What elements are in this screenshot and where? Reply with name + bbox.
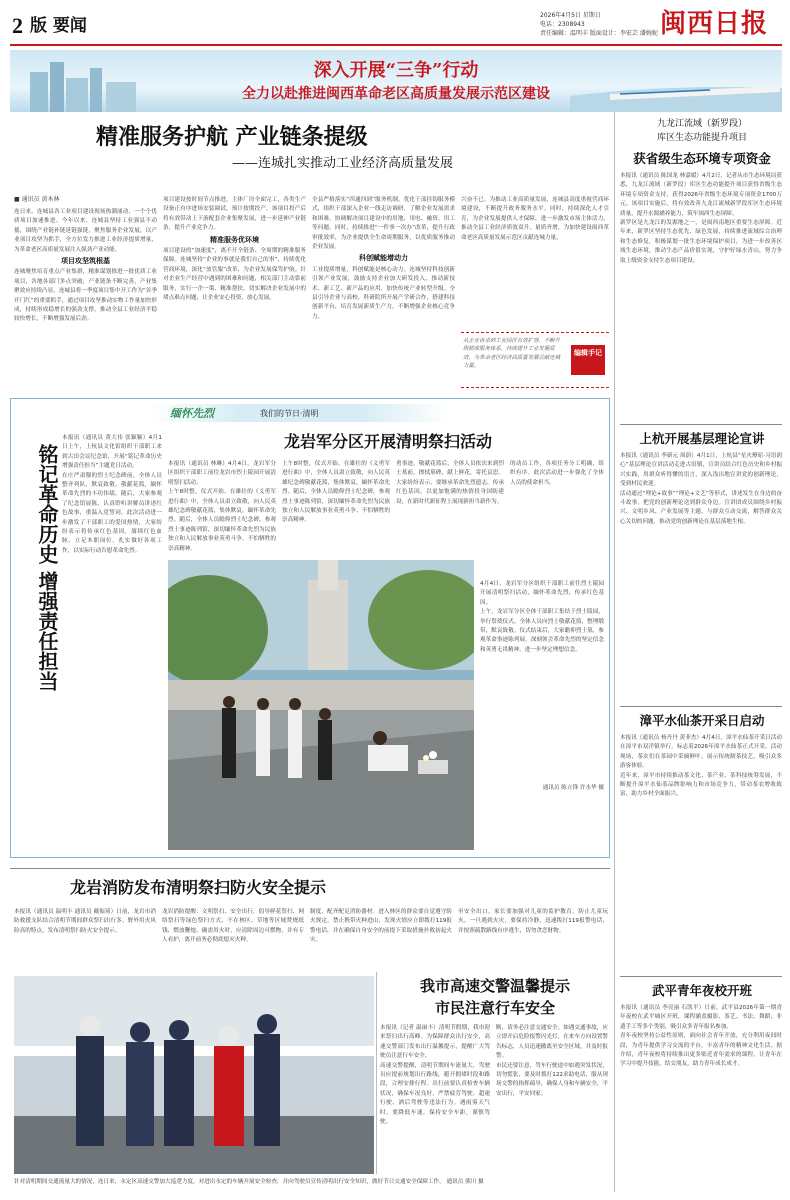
lead-subheading-2: 精准服务优环境 xyxy=(210,235,259,244)
traffic-col-1: 本报讯（记者 温丽丰）清明节假期，我市迎来祭扫出行高峰。为保障群众出行安全，高速交警部门发布出行温馨提示，提醒广大驾驶员注意行车安全。 高速交警提醒，清明节期间车流量大，驾驶员应提前规划出行路线，避开拥堵时段和路段，合理安排行程。出行前要认真检查车辆状况，确保车况良好，严禁疲劳驾驶、超速行驶、酒后驾驶等违法行为。遇雨雾天气时，要降低车速，保持安全车距，谨慎驾驶。 xyxy=(380,1025,490,1126)
sidebar-body-1: 本报讯（通讯员 陈国龙 林嘉媛）4月2日，记者从市生态环境局获悉，九龙江流域（新罗段）库区生态功能提升项目获得省级生态环境专项资金支持，获得2026年省级生态环境专项资金1700万元。该项目实施后，将有效改善九龙江流域新罗段库区生态环境质量，提升水源涵养能力，筑牢闽西生态屏障。 新罗区是九龙江的发源地之一，是闽西南地区重要生态屏障。近年来，新罗区坚持生态优先、绿色发展，持续推进流域综合治理和生态修复，积极谋划一批生态环境保护项目，为进一步改善区域生态环境，推动生态产品价值实现，守护好绿水青山，努力争取上级资金支持生态项目建设。 xyxy=(620,173,782,264)
festival-banner xyxy=(150,404,450,422)
fire-col-2: 龙岩消防提醒：文明祭扫、安全出行，倡导鲜花祭扫、网络祭扫等绿色祭扫方式，不在林区、草地等区域焚烧纸钱、燃放鞭炮。确需用火时，应清除周边可燃物，并有专人看护，离开前务必彻底熄灭火种。 xyxy=(162,909,304,944)
army-col-3: 勇事迹。敬献花篮后，全体人员依次来到烈士墓前，擦拭墓碑，献上鲜花，寄托哀思。大家纷纷表示，要继承革命先烈遗志，传承红色基因，以更加饱满的热情投身国防建设，在新时代新征程上展现新担当新作为。 xyxy=(396,461,504,505)
traffic-police-photo xyxy=(14,976,374,1174)
army-col-1: 本报讯（通讯员 林琳）4月4日，龙岩军分区组织干部职工前往龙岩市烈士陵园开展清明祭扫活动。 上午8时整，仪式开始。在雄壮的《义勇军进行曲》中，全体人员肃立致敬，向人民英雄纪念碑敬献花篮，集体默哀，缅怀革命先烈。随后，全体人员瞻仰烈士纪念碑，参观烈士事迹陈列馆，深切缅怀革命先烈为民族独立和人民解放事业英勇斗争、不怕牺牲的崇高精神。 xyxy=(168,461,276,552)
sidebar-divider xyxy=(614,112,615,1192)
sidebar-body-2: 本报讯（通讯员 李新元 周蔚）4月1日，上杭县“星火燎原·习语润心”基层理论宣讲活动走进古田镇，宣讲员结合红色历史和乡村振兴实践，用群众听得懂的语言，深入浅出地宣讲党的创新理论，受到村民欢迎。 活动通过“理论+故事”“理论+文艺”等形式，讲述发生在身边的奋斗故事，把党的创新理论送到群众身边。宣讲团成员围绕乡村振兴、文明乡风、产业发展等主题，与群众互动交流，解答群众关心关切的问题，推动党的创新理论在基层落地生根。 xyxy=(620,453,782,525)
page-section-label: 版 要闻 xyxy=(30,16,87,36)
army-headline: 龙岩军分区开展清明祭扫活动 xyxy=(283,432,492,451)
army-col-4: 的动员工作，各项任务分工明确，组织有序。此次活动进一步强化了全体人员的使命担当。 xyxy=(510,461,604,486)
sidebar-rule-3 xyxy=(620,976,782,977)
lead-subhead: ——连城扎实推动工业经济高质量发展 xyxy=(232,156,454,171)
fire-col-4: 至安全出口。家长要加强对儿童的监护教育，防止儿童玩火。一旦遇到火灾，要保持冷静，迅速拨打119报警电话，并按照疏散路线有序逃生，切勿贪恋财物。 xyxy=(458,909,608,934)
lead-subheading-3: 科创赋能增动力 xyxy=(359,254,408,263)
lead-col-2: 项目建设按时间节点推进，主体厂房全面完工，各类生产设备正有序进场安装调试，预计按期投产。该项目投产后将有效带动上下游配套企业集聚发展，进一步延伸产业链条，提升产业竞争力。 精准服务优环境 项目建设的“加速度”，离不开全链条、全周期的精准服务保障。连城坚持“企业的事就是我们自己的事”，持续优化营商环境，深化“放管服”改革，为企业发展保驾护航。针对企业生产经营中遇到的困难和问题，相关部门主动靠前服务，实行一企一策、精准帮扶，切实解决企业发展中的堵点难点问题，让企业安心投资、放心发展。 xyxy=(163,197,306,302)
sidebar-kicker-1: 九龙江流域（新罗段） xyxy=(656,119,747,129)
masthead xyxy=(0,0,790,44)
phone: 电话：2308943 xyxy=(540,21,585,28)
ceremony-photo-illustration xyxy=(168,560,474,850)
sidebar-kicker-2: 库区生态功能提升项目 xyxy=(656,133,747,143)
lead-col-3: 全县严格落实“四通四到”服务机制，优化干部挂钩服务模式，组织干部深入企业一线走访调研，了解企业发展需求和困难，协调解决项目建设中的用地、用电、融资、用工等问题。同时，持续推进“一件事一次办”改革，提升行政审批效率，为企业提供全生命周期服务，以优质服务推动企业发展。 科创赋能增动力 工业提质增量，科创赋能是核心动力。连城坚持科技创新引领产业发展，鼓励支持企业加大研发投入，推动新技术、新工艺、新产品的应用，加快传统产业转型升级。全县引导企业与高校、科研院所开展产学研合作，搭建科技创新平台，培育发展新质生产力，不断增强企业核心竞争力。 xyxy=(312,197,455,320)
photo-credit: 通讯员 陈立锋 许水华 摄 xyxy=(542,785,604,791)
lead-subheading-1: 项目攻坚筑根基 xyxy=(61,257,110,266)
sidebar-headline-2: 上杭开展基层理论宣讲 xyxy=(639,431,765,446)
vertical-headline: 铭记革命历史 增强责任担当 xyxy=(35,444,59,691)
sidebar-body-4: 本报讯（通讯员 李亮丽 石凯平）日前，武平县2026年第一期青年夜校在武平城区开班，课程涵盖摄影、茶艺、书法、舞蹈、非遗手工等多个类别，吸引众多青年报名参加。 青年夜校坚持公益性原则，面向社会青年开放，充分利用夜间时段，为青年提供学习交流的平台，丰富青年的精神文化生活。据介绍，青年夜校将持续推出更多贴近青年需求的课程，让青年在学习中提升技能、结交朋友，助力青年成长成才。 xyxy=(620,1005,782,1068)
festival-banner-right: 我们的节日·清明 xyxy=(260,409,319,418)
traffic-headline-2: 市民注意行车安全 xyxy=(434,999,555,1017)
fire-col-3: 制度，配齐配足消防器材。进入林区的群众要自觉遵守防火规定，禁止携带火种进山，发现火情应立即拨打119报警电话，并在确保自身安全的前提下采取措施扑救初起火灾。 xyxy=(310,909,452,944)
paper-logo: 闽西日报 xyxy=(660,9,769,39)
lead-col-1: 连日来，连城县各工业项目建设现场热潮涌动，一个个优质项目加速推进。今年以来，连城县坚持工业强县不动摇，围绕产业链补链延链强链，聚焦服务企业发展，以产业项目攻坚为抓手，全方位发力推进工业经济提质增量，为革命老区高质量发展注入强劲产业动能。 项目攻坚筑根基 连城聚焦培育重点产业集群，精准谋划推进一批优质工业项目，各地各部门多点突破，产业链条不断完善，产业集聚效应持续凸显。连城县将一季度项目集中开工作为“首季开门红”的重要抓手，通过项目攻坚推动实物工作量加快形成，持续形成稳增长的强劲支撑，推动全县工业经济平稳较快增长，不断增强发展后劲。 xyxy=(14,209,157,323)
lead-col-4: 兴奋不已。为推动工业高质量发展，连城县高度重视营商环境建设，不断提升政务服务水平。同时，持续深化人才引育，为企业发展提供人才保障，进一步激发市场主体活力，推动全县工业经济质效双升、量质齐增，为加快建设闽西革命老区高质量发展示范区贡献连城力量。 xyxy=(461,197,609,241)
sidebar-rule-2 xyxy=(620,706,782,707)
editor-note-text: 从企业诉求到工业园区有效扩容，不断升级精准服务体系，持续提升工业发展质效，为革命老区经济高质量发展贡献连城力量。 xyxy=(463,338,561,370)
army-col-2: 上午8时整，仪式开始。在雄壮的《义勇军进行曲》中，全体人员肃立致敬，向人民英雄纪念碑敬献花篮，集体默哀，缅怀革命先烈。随后，全体人员瞻仰烈士纪念碑，参观烈士事迹陈列馆，深切缅怀革命先烈为民族独立和人民解放事业英勇斗争、不怕牺牲的崇高精神。 xyxy=(282,461,390,524)
lead-headline: 精准服务护航 产业链条提级 xyxy=(96,124,368,150)
fire-col-1: 本报讯（通讯员 温明丰 通讯员 戴振琦）日前，龙岩市消防救援支队结合清明节期间群众祭扫出行多、野外用火风险高的特点，发布清明祭扫防火安全提示。 xyxy=(14,909,156,934)
banner-subtitle: 全力以赴推进闽西革命老区高质量发展示范区建设 xyxy=(242,86,550,102)
editor-note-tag: 编辑手记 xyxy=(571,345,605,375)
festival-banner-left: 缅怀先烈 xyxy=(170,407,214,420)
campaign-banner xyxy=(10,50,782,112)
vertical-story-body: 本报讯（通讯员 黄大伟 张颖颖）4月1日上午，上杭县文化馆组织干部职工来到古田会议纪念馆，开展“铭记革命历史 增强责任担当”主题党日活动。 在庄严肃穆的烈士纪念碑前，全体人员整齐列队，默哀致敬，敬献花篮，缅怀革命先烈的丰功伟绩。随后，大家参观了纪念馆展陈，认真聆听讲解员讲述红色故事，重温入党誓词。此次活动进一步激发了干部职工的爱国热情，大家纷纷表示将传承红色基因，赓续红色血脉，立足本职岗位，扎实做好各项工作，以实际行动告慰革命先烈。 xyxy=(62,435,162,554)
fire-section-rule xyxy=(10,868,610,869)
police-checkpoint-illustration xyxy=(14,976,374,1174)
traffic-col-2: 断，请务必注意交通安全。如遇交通事故，应立即开启危险报警闪光灯，在来车方向设置警告标志，人员迅速撤离至安全区域，并及时报警。 市民还要注意，驾车行驶途中如遇突发状况，切勿慌张，要及时拨打122求助电话，服从现场交警的指挥疏导，确保人身和车辆安全，平安出行，平安回家。 xyxy=(496,1025,608,1097)
lead-byline: ■ 通讯员 黄木林 xyxy=(14,196,60,203)
sidebar-headline-4: 武平青年夜校开班 xyxy=(651,983,752,998)
sidebar-headline-1: 获省级生态环境专项资金 xyxy=(633,151,771,166)
qingming-photo xyxy=(168,560,474,850)
page-number: 2 xyxy=(12,13,23,38)
issue-date: 2026年4月5日 星期日 xyxy=(540,12,601,19)
traffic-divider xyxy=(376,972,377,1174)
sidebar-rule-1 xyxy=(620,424,782,425)
banner-title: 深入开展“三争”行动 xyxy=(313,60,479,81)
traffic-headline-1: 我市高速交警温馨提示 xyxy=(419,977,570,995)
editors: 责任编辑：温明丰 版面设计：李宏芸 潘婉妮 xyxy=(540,30,658,37)
photo-caption: 4月4日，龙岩军分区组织干部职工前往烈士陵园开展清明祭扫活动，缅怀革命先烈，传承红色基因。 上午，龙岩军分区全体干部职工集结于烈士陵园，举行祭奠仪式。全体人员向烈士敬献花篮，整理缎带，默哀致敬。仪式结束后，大家瞻仰烈士墓，参观革命事迹陈列展，深刻领会革命先烈的坚定信念和英勇无畏精神，进一步坚定理想信念。 xyxy=(480,581,604,653)
sidebar-headline-3: 漳平水仙茶开采日启动 xyxy=(639,713,765,728)
editor-note-box xyxy=(461,332,609,388)
photo-caption-bottom: 针对清明期间交通流量大的情况，连日来，永定区高速交警加大巡逻力度，对进出永定的车辆开展安全检查，并向驾驶员宣传清明出行安全知识，做好节日交通安全保障工作。 通讯员 熊川 摄 xyxy=(14,1179,484,1185)
masthead-rule xyxy=(10,44,782,46)
sidebar-body-3: 本报讯（通讯员 杨丹丹 黄菲杰）4月4日，漳平水仙茶开采日活动在漳平市双洋镇举行，标志着2026年漳平水仙茶正式开采。活动现场，茶农们在茶园中采摘鲜叶，展示传统制茶技艺，吸引众多游客体验。 近年来，漳平市持续推动茶文化、茶产业、茶科技统筹发展，不断提升漳平水仙茶品牌影响力和市场竞争力，带动茶农增收致富，助力乡村全面振兴。 xyxy=(620,735,782,798)
fire-headline: 龙岩消防发布清明祭扫防火安全提示 xyxy=(70,878,327,897)
